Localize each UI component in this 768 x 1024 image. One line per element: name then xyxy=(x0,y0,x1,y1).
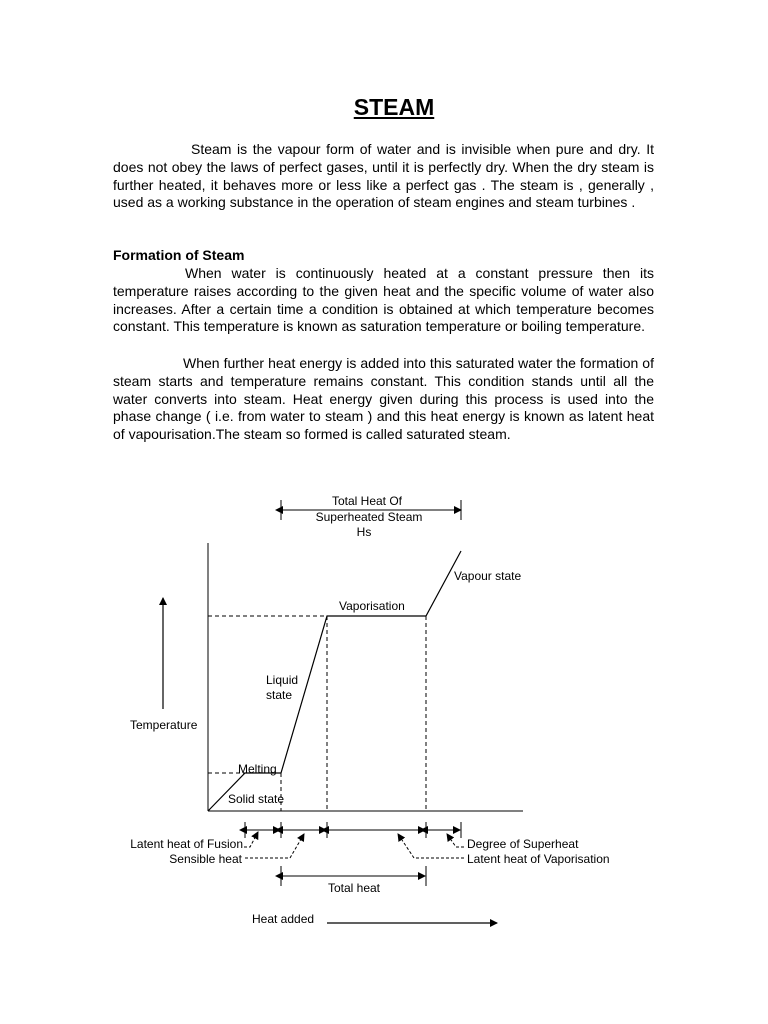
page-title: STEAM xyxy=(353,94,435,120)
total-heat-label: Total heat xyxy=(327,881,381,895)
total-heat-superheated-label-3: Hs xyxy=(356,525,372,539)
intro-paragraph: Steam is the vapour form of water and is invisible when pure and dry. It does not obey the laws of perfect gases, until it is perfectly dry. When the dry steam is further heated, it behaves more or less like a perfect gas . The steam is , generally , used as a working substance in the operation of steam engines and steam turbines . xyxy=(113,141,654,211)
latent-heat-fusion-label: Latent heat of Fusion xyxy=(130,837,243,851)
latent-heat-vaporisation-label: Latent heat of Vaporisation xyxy=(467,852,610,866)
formation-paragraph-1: When water is continuously heated at a constant pressure then its temperature raises according to the given heat and the specific volume of water also increases. After a certain time a condition is obtained at which temperature becomes constant. This temperature is known as saturation temperature or boiling temperature. xyxy=(113,265,654,335)
total-heat-superheated-label-2: Superheated Steam xyxy=(315,510,423,524)
heat-added-label: Heat added xyxy=(252,912,315,926)
liquid-state-label-2: state xyxy=(266,688,293,702)
temperature-axis-label: Temperature xyxy=(130,718,198,732)
formation-paragraph-2: When further heat energy is added into this saturated water the formation of steam starts and temperature remains constant. This condition stands until all the water converts into steam. Heat energy given during this process is used into the phase change ( i.e. from water to steam ) and this heat energy is known as latent heat of vapourisation.The steam so formed is called saturated steam. xyxy=(113,355,654,443)
vaporisation-leader xyxy=(398,834,464,858)
solid-state-label: Solid state xyxy=(228,792,285,806)
melting-label: Melting xyxy=(238,762,277,776)
vaporisation-label: Vaporisation xyxy=(339,599,405,613)
degree-superheat-label: Degree of Superheat xyxy=(467,837,579,851)
fusion-leader xyxy=(244,832,258,847)
sensible-leader xyxy=(245,834,304,858)
vapour-state-label: Vapour state xyxy=(454,569,522,583)
sensible-heat-label: Sensible heat xyxy=(169,852,242,866)
total-heat-superheated-label-1: Total Heat Of xyxy=(331,494,403,508)
section-heading: Formation of Steam xyxy=(113,247,245,263)
liquid-state-label-1: Liquid xyxy=(266,673,299,687)
